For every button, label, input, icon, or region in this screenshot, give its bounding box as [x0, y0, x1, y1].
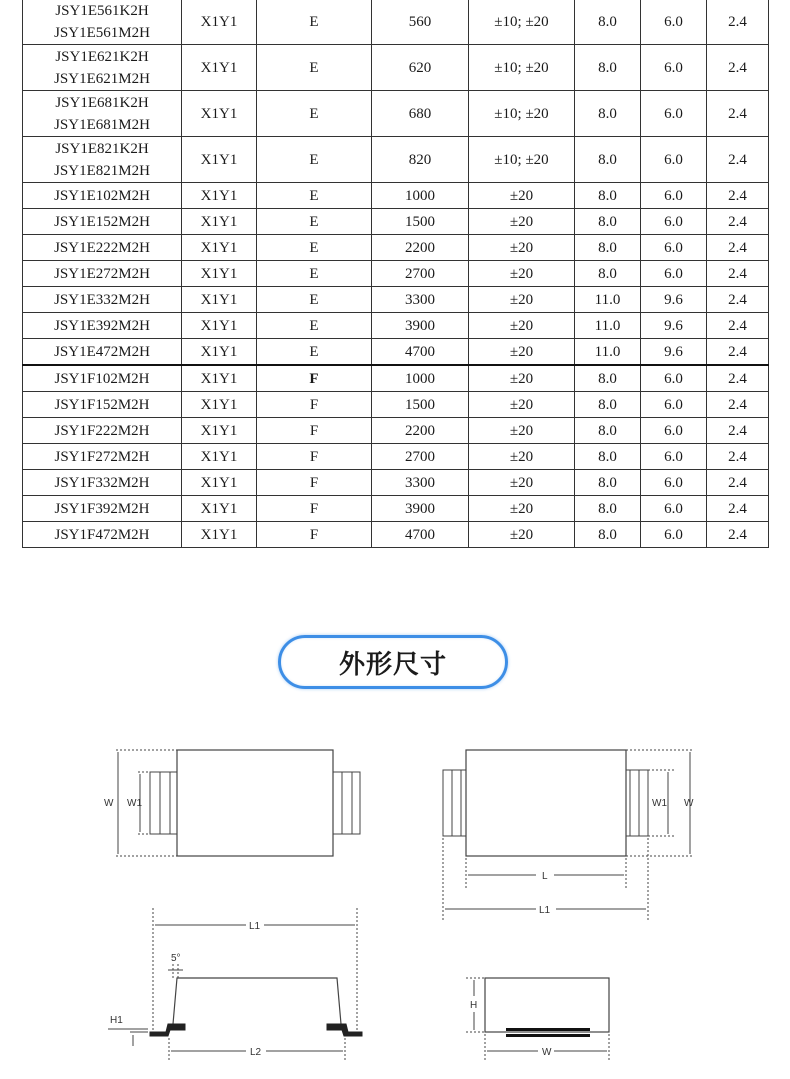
cell-d2: 6.0	[641, 45, 707, 91]
section-title: 外形尺寸	[338, 649, 447, 680]
top-view-right	[443, 750, 694, 922]
part-number: JSY1E392M2H	[54, 317, 150, 334]
part-number: JSY1F472M2H	[54, 526, 150, 543]
cell-cap: 4700	[372, 522, 469, 548]
cell-d2: 6.0	[641, 392, 707, 418]
part-number: JSY1E681M2H	[54, 116, 150, 133]
cell-tol: ±20	[469, 392, 575, 418]
part-number: JSY1F392M2H	[54, 500, 150, 517]
part-number: JSY1E821K2H	[55, 140, 149, 157]
cell-d1: 8.0	[575, 418, 641, 444]
cell-code: E	[257, 261, 372, 287]
cell-d1: 8.0	[575, 0, 641, 45]
cell-d3: 2.4	[707, 496, 769, 522]
cell-code: F	[257, 365, 372, 392]
cell-d3: 2.4	[707, 209, 769, 235]
cell-class: X1Y1	[182, 45, 257, 91]
part-number-cell	[23, 261, 182, 287]
left-lead	[150, 1024, 185, 1036]
label-h1: H1	[110, 1015, 123, 1026]
part-number: JSY1E472M2H	[54, 343, 150, 360]
cell-tol: ±20	[469, 496, 575, 522]
table-row	[23, 0, 769, 45]
label-w: W	[684, 798, 694, 809]
cell-code: F	[257, 522, 372, 548]
cell-d2: 6.0	[641, 209, 707, 235]
table-row	[23, 209, 769, 235]
cell-class: X1Y1	[182, 470, 257, 496]
cell-d2: 6.0	[641, 137, 707, 183]
cell-d2: 6.0	[641, 261, 707, 287]
cell-class: X1Y1	[182, 418, 257, 444]
spec-table-body	[23, 0, 769, 548]
cell-d1: 8.0	[575, 496, 641, 522]
cell-code: E	[257, 0, 372, 45]
cell-d1: 8.0	[575, 392, 641, 418]
cell-class: X1Y1	[182, 522, 257, 548]
part-number: JSY1E152M2H	[54, 213, 150, 230]
cell-code: F	[257, 470, 372, 496]
cell-d3: 2.4	[707, 91, 769, 137]
left-terminal	[150, 772, 178, 834]
label-l: L	[542, 871, 548, 882]
lead-strip	[506, 1028, 590, 1031]
table-row	[23, 261, 769, 287]
part-number-cell	[23, 313, 182, 339]
cell-d1: 8.0	[575, 365, 641, 392]
cell-class: X1Y1	[182, 392, 257, 418]
label-w: W	[104, 798, 114, 809]
cell-code: F	[257, 496, 372, 522]
cell-d3: 2.4	[707, 470, 769, 496]
part-number: JSY1F152M2H	[54, 396, 150, 413]
table-row	[23, 91, 769, 137]
cell-d2: 6.0	[641, 0, 707, 45]
part-number-cell	[23, 287, 182, 313]
cell-d2: 9.6	[641, 339, 707, 366]
cell-d1: 8.0	[575, 45, 641, 91]
spec-table	[22, 0, 769, 548]
cell-tol: ±20	[469, 339, 575, 366]
cell-tol: ±10; ±20	[469, 91, 575, 137]
cell-class: X1Y1	[182, 183, 257, 209]
cell-d2: 6.0	[641, 522, 707, 548]
cell-d1: 8.0	[575, 444, 641, 470]
table-row	[23, 444, 769, 470]
table-row	[23, 313, 769, 339]
cell-tol: ±10; ±20	[469, 137, 575, 183]
cell-code: E	[257, 313, 372, 339]
label-l1: L1	[249, 921, 261, 932]
cell-d2: 9.6	[641, 287, 707, 313]
cell-d1: 8.0	[575, 183, 641, 209]
table-row	[23, 392, 769, 418]
cell-d3: 2.4	[707, 235, 769, 261]
cell-cap: 1000	[372, 183, 469, 209]
cell-cap: 3300	[372, 287, 469, 313]
cell-class: X1Y1	[182, 91, 257, 137]
cell-d3: 2.4	[707, 313, 769, 339]
cell-d3: 2.4	[707, 444, 769, 470]
cell-code: E	[257, 287, 372, 313]
part-number: JSY1E621M2H	[54, 70, 150, 87]
cell-class: X1Y1	[182, 0, 257, 45]
part-number-cell	[23, 45, 182, 91]
part-number: JSY1E272M2H	[54, 265, 150, 282]
cell-d2: 6.0	[641, 91, 707, 137]
cell-code: E	[257, 137, 372, 183]
label-w1: W1	[127, 798, 142, 809]
cell-class: X1Y1	[182, 496, 257, 522]
part-number: JSY1F222M2H	[54, 422, 150, 439]
cell-cap: 2700	[372, 444, 469, 470]
cell-code: E	[257, 45, 372, 91]
cell-code: E	[257, 235, 372, 261]
cell-cap: 620	[372, 45, 469, 91]
cell-tol: ±20	[469, 444, 575, 470]
cell-d3: 2.4	[707, 287, 769, 313]
part-number: JSY1E332M2H	[54, 291, 150, 308]
cell-d1: 8.0	[575, 522, 641, 548]
cell-d2: 6.0	[641, 235, 707, 261]
side-view-left	[108, 908, 362, 1060]
cell-code: E	[257, 91, 372, 137]
cell-tol: ±20	[469, 183, 575, 209]
cell-cap: 2200	[372, 418, 469, 444]
part-number: JSY1F332M2H	[54, 474, 150, 491]
cell-class: X1Y1	[182, 339, 257, 366]
cell-tol: ±10; ±20	[469, 0, 575, 45]
cell-tol: ±20	[469, 313, 575, 339]
cell-d2: 6.0	[641, 470, 707, 496]
table-row	[23, 365, 769, 392]
cell-d3: 2.4	[707, 522, 769, 548]
cell-d3: 2.4	[707, 339, 769, 366]
cell-d3: 2.4	[707, 183, 769, 209]
component-body	[466, 750, 626, 856]
cell-code: F	[257, 444, 372, 470]
left-terminal	[443, 770, 469, 836]
part-number: JSY1E561K2H	[55, 2, 149, 19]
cell-tol: ±20	[469, 261, 575, 287]
cell-d1: 11.0	[575, 287, 641, 313]
cell-tol: ±20	[469, 287, 575, 313]
cell-tol: ±20	[469, 235, 575, 261]
part-number: JSY1E561M2H	[54, 24, 150, 41]
cell-d3: 2.4	[707, 0, 769, 45]
label-l1: L1	[539, 905, 551, 916]
cell-class: X1Y1	[182, 313, 257, 339]
cell-class: X1Y1	[182, 261, 257, 287]
label-w1: W1	[652, 798, 667, 809]
dimension-drawing	[0, 730, 790, 1079]
cell-d2: 6.0	[641, 183, 707, 209]
cell-code: E	[257, 209, 372, 235]
table-row	[23, 235, 769, 261]
cell-d1: 8.0	[575, 470, 641, 496]
cell-d2: 6.0	[641, 418, 707, 444]
label-w: W	[542, 1047, 552, 1058]
cell-tol: ±20	[469, 418, 575, 444]
cell-cap: 3900	[372, 496, 469, 522]
cell-code: F	[257, 418, 372, 444]
cell-tol: ±20	[469, 365, 575, 392]
cell-d1: 8.0	[575, 91, 641, 137]
top-view-left	[104, 750, 360, 856]
cell-cap: 2200	[372, 235, 469, 261]
cell-class: X1Y1	[182, 209, 257, 235]
cell-d3: 2.4	[707, 261, 769, 287]
cell-d3: 2.4	[707, 418, 769, 444]
cell-class: X1Y1	[182, 137, 257, 183]
cell-d1: 8.0	[575, 261, 641, 287]
part-number: JSY1E621K2H	[55, 48, 149, 65]
table-row	[23, 470, 769, 496]
cell-code: F	[257, 392, 372, 418]
cell-class: X1Y1	[182, 365, 257, 392]
cell-d1: 8.0	[575, 235, 641, 261]
cell-d1: 8.0	[575, 137, 641, 183]
cell-class: X1Y1	[182, 444, 257, 470]
part-number: JSY1E821M2H	[54, 162, 150, 179]
cell-d2: 6.0	[641, 444, 707, 470]
cell-d3: 2.4	[707, 45, 769, 91]
cell-d3: 2.4	[707, 137, 769, 183]
part-number-cell	[23, 235, 182, 261]
label-angle: 5°	[171, 953, 181, 964]
cell-cap: 1500	[372, 392, 469, 418]
cell-cap: 1000	[372, 365, 469, 392]
part-number-cell	[23, 339, 182, 366]
cell-d1: 8.0	[575, 209, 641, 235]
end-view	[466, 978, 609, 1062]
cell-class: X1Y1	[182, 235, 257, 261]
part-number-cell	[23, 392, 182, 418]
cell-cap: 3300	[372, 470, 469, 496]
cell-d1: 11.0	[575, 339, 641, 366]
cell-tol: ±20	[469, 209, 575, 235]
component-body	[173, 978, 341, 1024]
table-row	[23, 339, 769, 366]
cell-cap: 820	[372, 137, 469, 183]
cell-cap: 680	[372, 91, 469, 137]
lead-strip	[506, 1034, 590, 1037]
cell-tol: ±10; ±20	[469, 45, 575, 91]
component-body	[177, 750, 333, 856]
cell-d1: 11.0	[575, 313, 641, 339]
part-number: JSY1E102M2H	[54, 187, 150, 204]
part-number: JSY1E681K2H	[55, 94, 149, 111]
label-l2: L2	[250, 1047, 262, 1058]
cell-cap: 4700	[372, 339, 469, 366]
part-number-cell	[23, 183, 182, 209]
part-number-cell	[23, 209, 182, 235]
part-number-cell	[23, 91, 182, 137]
cell-d3: 2.4	[707, 365, 769, 392]
part-number-cell	[23, 137, 182, 183]
part-number-cell	[23, 496, 182, 522]
part-number: JSY1E222M2H	[54, 239, 150, 256]
cell-d3: 2.4	[707, 392, 769, 418]
part-number: JSY1F272M2H	[54, 448, 150, 465]
part-number-cell	[23, 470, 182, 496]
part-number-cell	[23, 0, 182, 45]
cell-tol: ±20	[469, 522, 575, 548]
label-h: H	[470, 1000, 478, 1011]
table-row	[23, 137, 769, 183]
part-number: JSY1F102M2H	[54, 370, 150, 387]
cell-d2: 6.0	[641, 496, 707, 522]
table-row	[23, 183, 769, 209]
table-row	[23, 45, 769, 91]
cell-code: E	[257, 183, 372, 209]
table-row	[23, 522, 769, 548]
cell-tol: ±20	[469, 470, 575, 496]
right-terminal	[332, 772, 360, 834]
table-row	[23, 496, 769, 522]
part-number-cell	[23, 418, 182, 444]
table-row	[23, 418, 769, 444]
table-row	[23, 287, 769, 313]
component-body	[485, 978, 609, 1032]
part-number-cell	[23, 522, 182, 548]
cell-cap: 2700	[372, 261, 469, 287]
part-number-cell	[23, 444, 182, 470]
cell-d2: 6.0	[641, 365, 707, 392]
cell-cap: 1500	[372, 209, 469, 235]
part-number-cell	[23, 365, 182, 392]
cell-cap: 3900	[372, 313, 469, 339]
cell-cap: 560	[372, 0, 469, 45]
cell-d2: 9.6	[641, 313, 707, 339]
cell-code: E	[257, 339, 372, 366]
section-title-pill	[278, 635, 508, 689]
cell-class: X1Y1	[182, 287, 257, 313]
